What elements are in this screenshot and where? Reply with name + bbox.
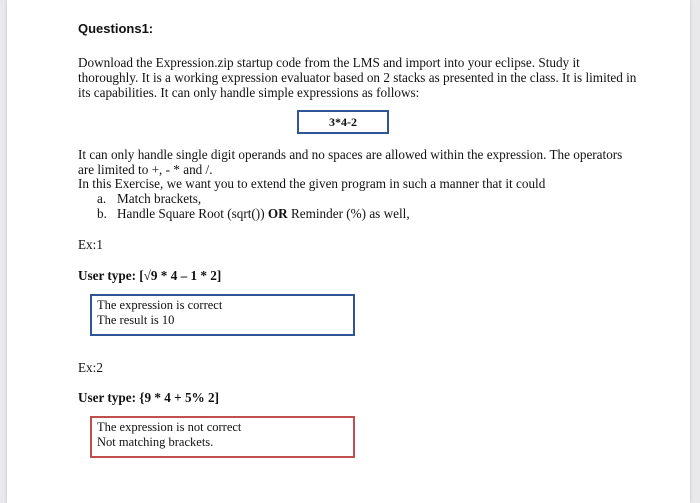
example-label: Ex:1 <box>78 237 103 252</box>
intro-paragraph: Download the Expression.zip startup code from the LMS and import into your eclipse. Study it thoroughly. It is a working expression evaluator based on 2 stacks as presented in the class. It is limited in its capabilities. It can only handle simple expressions as follows: <box>78 55 637 100</box>
question-heading: Questions1: <box>78 21 154 36</box>
task-text: Handle Square Root (sqrt()) <box>117 206 268 221</box>
user-type-line: User type: [√9 * 4 – 1 * 2] <box>78 268 222 283</box>
task-list <box>97 191 410 221</box>
result-box-error <box>90 416 355 458</box>
task-item <box>97 206 410 221</box>
task-emphasis: OR <box>267 206 288 221</box>
task-text: Match brackets, <box>117 191 202 206</box>
result-line: The result is 10 <box>97 313 175 327</box>
task-item <box>97 191 410 206</box>
exercise-intro: In this Exercise, we want you to extend the given program in such a manner that it could <box>78 176 546 191</box>
task-marker: a. <box>97 191 107 206</box>
result-line: The expression is correct <box>97 298 223 312</box>
sample-expression-box: 3*4-2 <box>297 110 389 134</box>
user-type-line: User type: {9 * 4 + 5% 2] <box>78 390 220 405</box>
result-box-correct <box>90 294 355 336</box>
result-line: Not matching brackets. <box>97 435 214 449</box>
task-text-end: Reminder (%) as well, <box>287 206 410 221</box>
limits-paragraph: It can only handle single digit operands and no spaces are allowed within the expression. The operators are limited to +, - * and /. <box>78 147 623 177</box>
example-label: Ex:2 <box>78 360 103 375</box>
document-page <box>7 0 690 503</box>
task-marker: b. <box>97 206 107 221</box>
result-line: The expression is not correct <box>97 420 242 434</box>
